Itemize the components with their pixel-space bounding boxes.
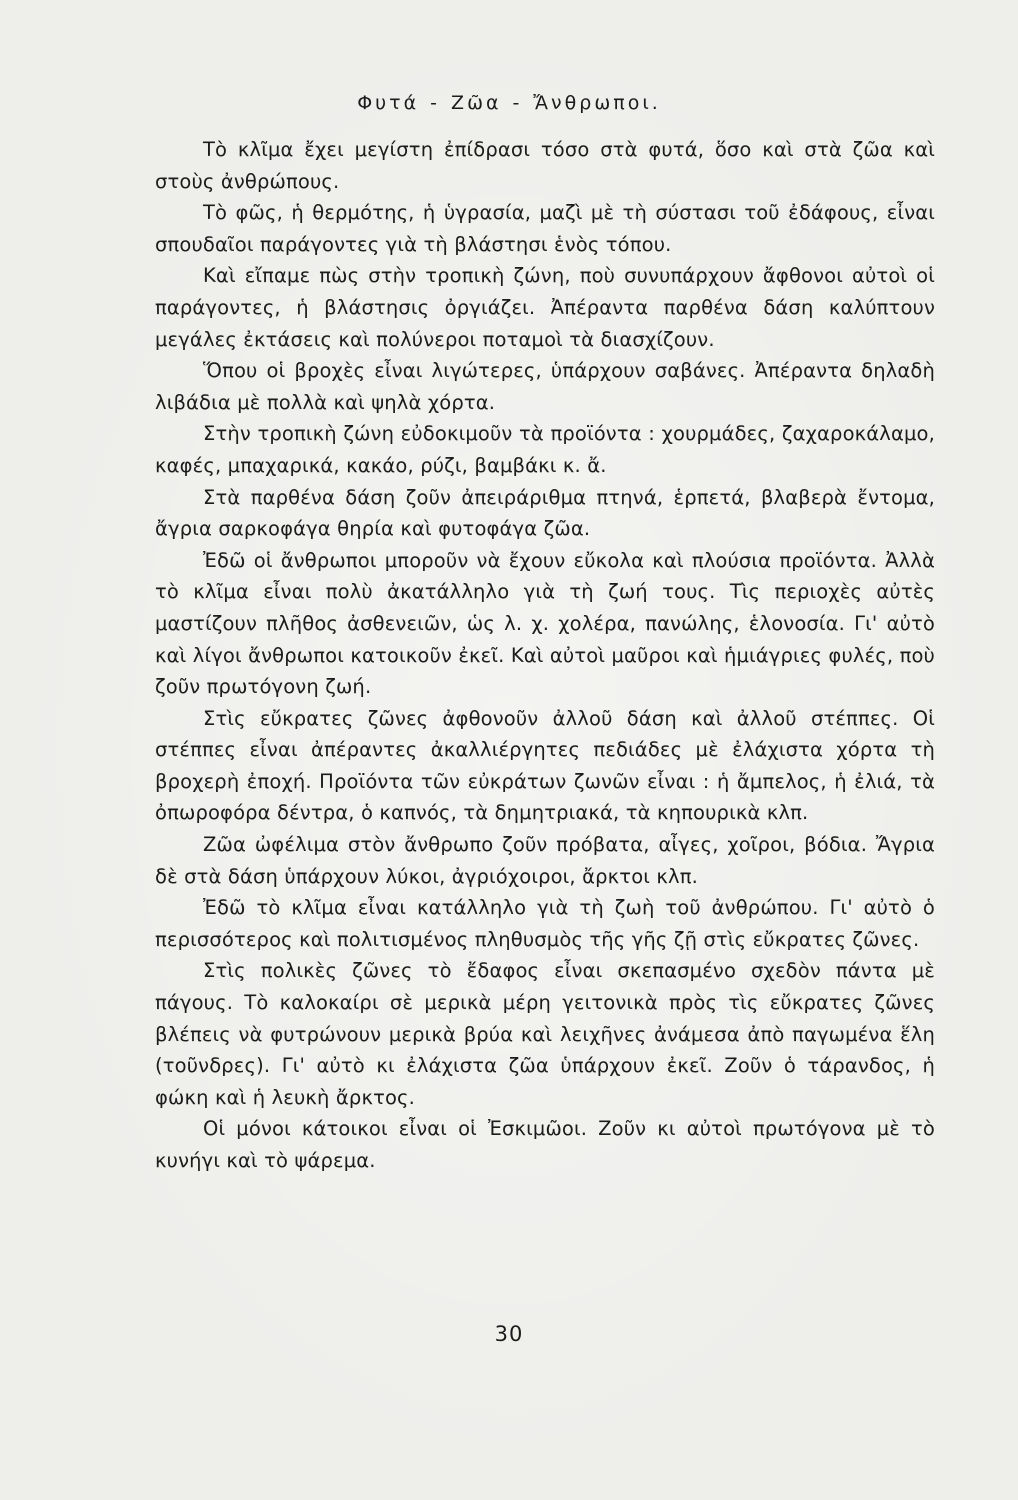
paragraph: Ζῶα ὠφέλιμα στὸν ἄνθρωπο ζοῦν πρόβατα, αἶγες, χοῖροι, βόδια. Ἄγρια δὲ στὰ δάση ὑπάρχουν λύκοι, ἀγριόχοιροι, ἄρκτοι κλπ. — [155, 833, 935, 888]
paragraph: Ἐδῶ οἱ ἄνθρωποι μποροῦν νὰ ἔχουν εὔκολα καὶ πλούσια προϊόντα. Ἀλλὰ τὸ κλῖμα εἶναι πολὺ ἀκατάλληλο γιὰ τὴ ζωή τους. Τὶς περιοχὲς αὐτὲς μαστίζουν πλῆθος ἀσθενειῶν, ὡς λ. χ. χολέρα, πανώλης, ἑλονοσία. Γι' αὐτὸ καὶ λίγοι ἄνθρωποι κατοικοῦν ἐκεῖ. Καὶ αὐτοὶ μαῦροι καὶ ἡμιάγριες φυλές, ποὺ ζοῦν πρωτόγονη ζωή. — [155, 548, 935, 699]
paragraph: Καὶ εἴπαμε πὼς στὴν τροπικὴ ζώνη, ποὺ συνυπάρχουν ἄφθονοι αὐτοὶ οἱ παράγοντες, ἡ βλάστησις ὀργιάζει. Ἀπέραντα παρθένα δάση καλύπτουν μεγάλες ἐκτάσεις καὶ πολύνεροι ποταμοὶ τὰ διασχίζουν. — [155, 264, 935, 351]
page-number: 30 — [494, 1322, 524, 1346]
paragraph: Ἐδῶ τὸ κλῖμα εἶναι κατάλληλο γιὰ τὴ ζωὴ τοῦ ἀνθρώπου. Γι' αὐτὸ ὁ περισσότερος καὶ πολιτισμένος πληθυσμὸς τῆς γῆς ζῇ στὶς εὔκρατες ζῶνες. — [155, 896, 935, 951]
page-heading: Φυτά - Ζῶα - Ἄνθρωποι. — [357, 92, 661, 114]
paragraph: Τὸ φῶς, ἡ θερμότης, ἡ ὑγρασία, μαζὶ μὲ τὴ σύστασι τοῦ ἐδάφους, εἶναι σπουδαῖοι παράγοντες γιὰ τὴ βλάστησι ἑνὸς τόπου. — [155, 201, 935, 256]
paragraph: Στὶς πολικὲς ζῶνες τὸ ἔδαφος εἶναι σκεπασμένο σχεδὸν πάντα μὲ πάγους. Τὸ καλοκαίρι σὲ μερικὰ μέρη γειτονικὰ πρὸς τὶς εὔκρατες ζῶνες βλέπεις νὰ φυτρώνουν μερικὰ βρύα καὶ λειχῆνες ἀνάμεσα ἀπὸ παγωμένα ἕλη (τοῦνδρες). Γι' αὐτὸ κι ἐλάχιστα ζῶα ὑπάρχουν ἐκεῖ. Ζοῦν ὁ τάρανδος, ἡ φώκη καὶ ἡ λευκὴ ἄρκτος. — [155, 959, 935, 1109]
paragraph: Τὸ κλῖμα ἔχει μεγίστη ἐπίδρασι τόσο στὰ φυτά, ὅσο καὶ στὰ ζῶα καὶ στοὺς ἀνθρώπους. — [155, 138, 935, 193]
paragraph: Στὴν τροπικὴ ζώνη εὐδοκιμοῦν τὰ προϊόντα : χουρμάδες, ζαχαροκάλαμο, καφές, μπαχαρικά, κακάο, ρύζι, βαμβάκι κ. ἄ. — [155, 422, 935, 477]
body-text — [155, 134, 935, 1177]
paragraph: Στὰ παρθένα δάση ζοῦν ἀπειράριθμα πτηνά, ἑρπετά, βλαβερὰ ἔντομα, ἄγρια σαρκοφάγα θηρία καὶ φυτοφάγα ζῶα. — [155, 485, 935, 541]
paragraph: Οἱ μόνοι κάτοικοι εἶναι οἱ Ἐσκιμῶοι. Ζοῦν κι αὐτοὶ πρωτόγονα μὲ τὸ κυνήγι καὶ τὸ ψάρεμα. — [155, 1117, 935, 1172]
paragraph: Στὶς εὔκρατες ζῶνες ἀφθονοῦν ἀλλοῦ δάση καὶ ἀλλοῦ στέππες. Οἱ στέππες εἶναι ἀπέραντες ἀκαλλιέργητες πεδιάδες μὲ ἐλάχιστα χόρτα τὴ βροχερὴ ἐποχή. Προϊόντα τῶν εὐκράτων ζωνῶν εἶναι : ἡ ἄμπελος, ἡ ἐλιά, τὰ ὀπωροφόρα δέντρα, ὁ καπνός, τὰ δημητριακά, τὰ κηπουρικὰ κλπ. — [155, 706, 935, 825]
paragraph: Ὅπου οἱ βροχὲς εἶναι λιγώτερες, ὑπάρχουν σαβάνες. Ἀπέραντα δηλαδὴ λιβάδια μὲ πολλὰ καὶ ψηλὰ χόρτα. — [155, 359, 935, 414]
